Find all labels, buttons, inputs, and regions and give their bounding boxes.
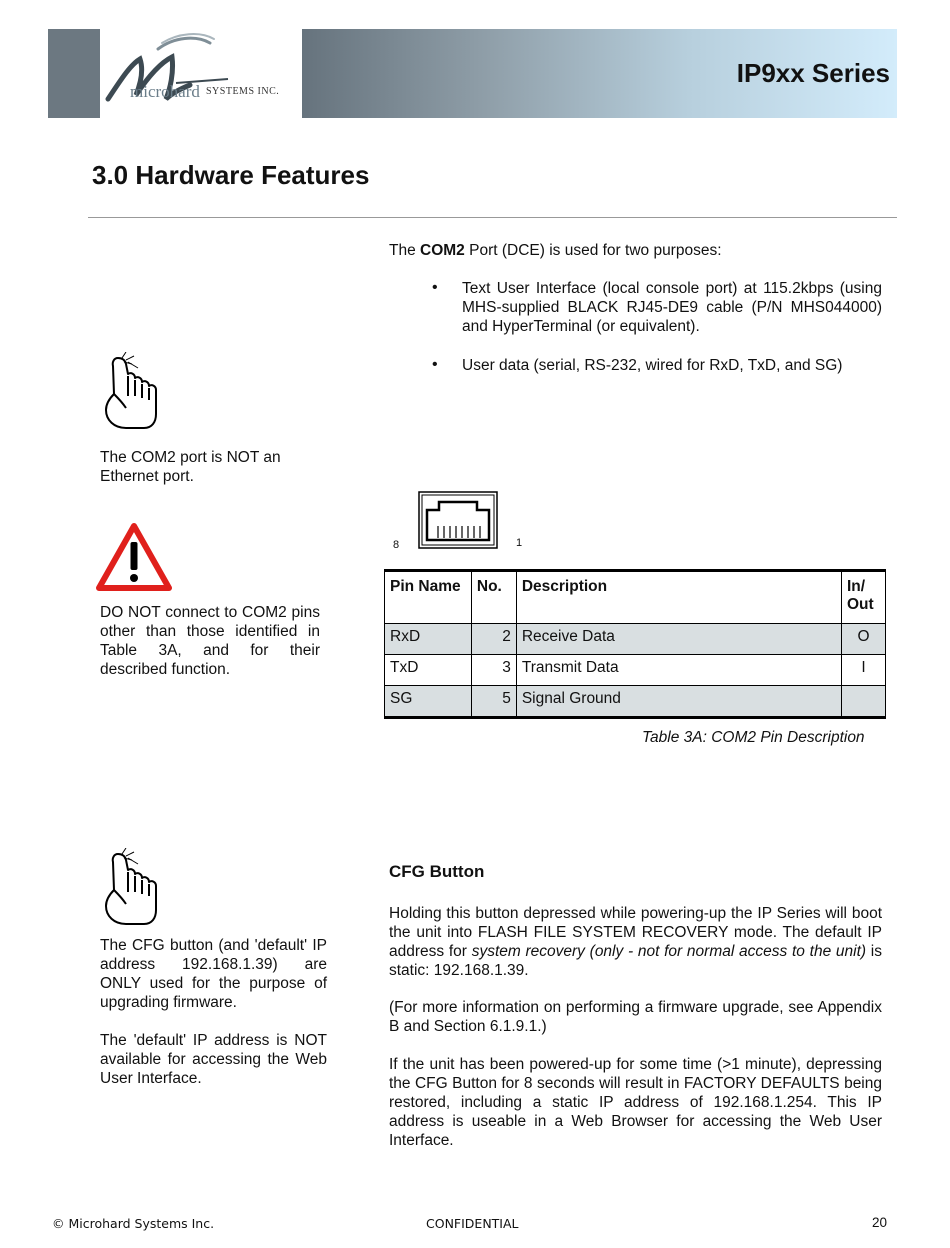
table-row (385, 624, 886, 655)
page-number: 20 (872, 1215, 888, 1230)
cell-no: 3 (471, 655, 516, 686)
cfg-paragraph-recovery (389, 904, 882, 980)
cell-pin-name: SG (385, 686, 472, 718)
warning-triangle-icon (95, 522, 173, 597)
com2-pin-table (384, 569, 886, 719)
cfg-p1-italic: system recovery (only - not for normal access to the unit) (471, 943, 867, 960)
cell-no: 5 (471, 686, 516, 718)
cell-pin-name: TxD (385, 655, 472, 686)
logo-systems-text: SYSTEMS INC. (206, 86, 280, 97)
com2-label: COM2 (420, 242, 465, 259)
series-title: IP9xx Series (736, 58, 890, 88)
cfg-button-heading: CFG Button (389, 862, 485, 881)
footer-confidential: CONFIDENTIAL (426, 1216, 519, 1231)
note-default-ip-web: The 'default' IP address is NOT available for accessing the Web User Interface. (100, 1032, 327, 1087)
note-cfg-default-ip: The CFG button (and 'default' IP address 192.168.1.39) are ONLY used for the purpose of upgrading firmware. (100, 937, 327, 1011)
bullet-icon: • (432, 356, 438, 373)
pointing-hand-icon (100, 848, 160, 933)
bullet-text-console: Text User Interface (local console port) at 115.2kbps (using MHS-supplied BLACK RJ45-DE9 cable (P/N MHS044000) and HyperTerminal (or equivalent). (462, 280, 882, 335)
bullet-icon: • (432, 279, 438, 296)
table-header-row (385, 571, 886, 624)
bullet-text-user-data: User data (serial, RS-232, wired for RxD, TxD, and SG) (462, 357, 843, 374)
cell-description: Signal Ground (516, 686, 841, 718)
intro-prefix: The (389, 242, 421, 259)
col-header-no: No. (471, 571, 516, 624)
cell-in-out (842, 686, 886, 718)
cell-description: Transmit Data (516, 655, 841, 686)
note-com2-not-ethernet: The COM2 port is NOT an Ethernet port. (100, 449, 281, 485)
table-row (385, 655, 886, 686)
header-dark-block (48, 29, 100, 118)
section-title: 3.0 Hardware Features (92, 160, 370, 190)
cell-in-out: I (842, 655, 886, 686)
rj45-connector-icon (390, 490, 502, 557)
cell-pin-name: RxD (385, 624, 472, 655)
col-header-description: Description (516, 571, 841, 624)
logo-wordmark: microhard (130, 82, 200, 101)
com2-intro (389, 241, 722, 260)
note-warning-pins: DO NOT connect to COM2 pins other than those identified in Table 3A, and for their described function. (100, 604, 320, 678)
cfg-p1-text: Holding this button depressed while powering-up the IP Series will boot the unit into FLASH FILE SYSTEM RECOVERY mode. The default IP address for (389, 905, 882, 960)
footer-copyright: © Microhard Systems Inc. (52, 1216, 215, 1231)
microhard-logo-icon (100, 29, 302, 118)
cfg-p1-text-end: is static: 192.168.1.39. (389, 943, 882, 979)
table-caption: Table 3A: COM2 Pin Description (642, 729, 865, 746)
table-row (385, 686, 886, 718)
cell-no: 2 (471, 624, 516, 655)
col-header-in-out: In/ Out (842, 571, 886, 624)
pin-label-right: 1 (516, 537, 523, 549)
company-logo (100, 29, 302, 118)
pin-label-left: 8 (393, 539, 400, 551)
pointing-hand-icon (100, 352, 160, 437)
cfg-paragraph-factory-defaults: If the unit has been powered-up for some time (>1 minute), depressing the CFG Button for 8 seconds will result in FACTORY DEFAULTS being restored, including a static IP address of 192.168.1.254. This IP address is useable in a Web Browser for accessing the Web User Interface. (389, 1056, 882, 1149)
cfg-paragraph-upgrade-ref: (For more information on performing a firmware upgrade, see Appendix B and Section 6.1.9.1.) (389, 999, 882, 1035)
cell-description: Receive Data (516, 624, 841, 655)
section-divider (88, 217, 897, 218)
intro-suffix: Port (DCE) is used for two purposes: (464, 242, 722, 259)
cell-in-out: O (842, 624, 886, 655)
col-header-pin-name: Pin Name (385, 571, 472, 624)
